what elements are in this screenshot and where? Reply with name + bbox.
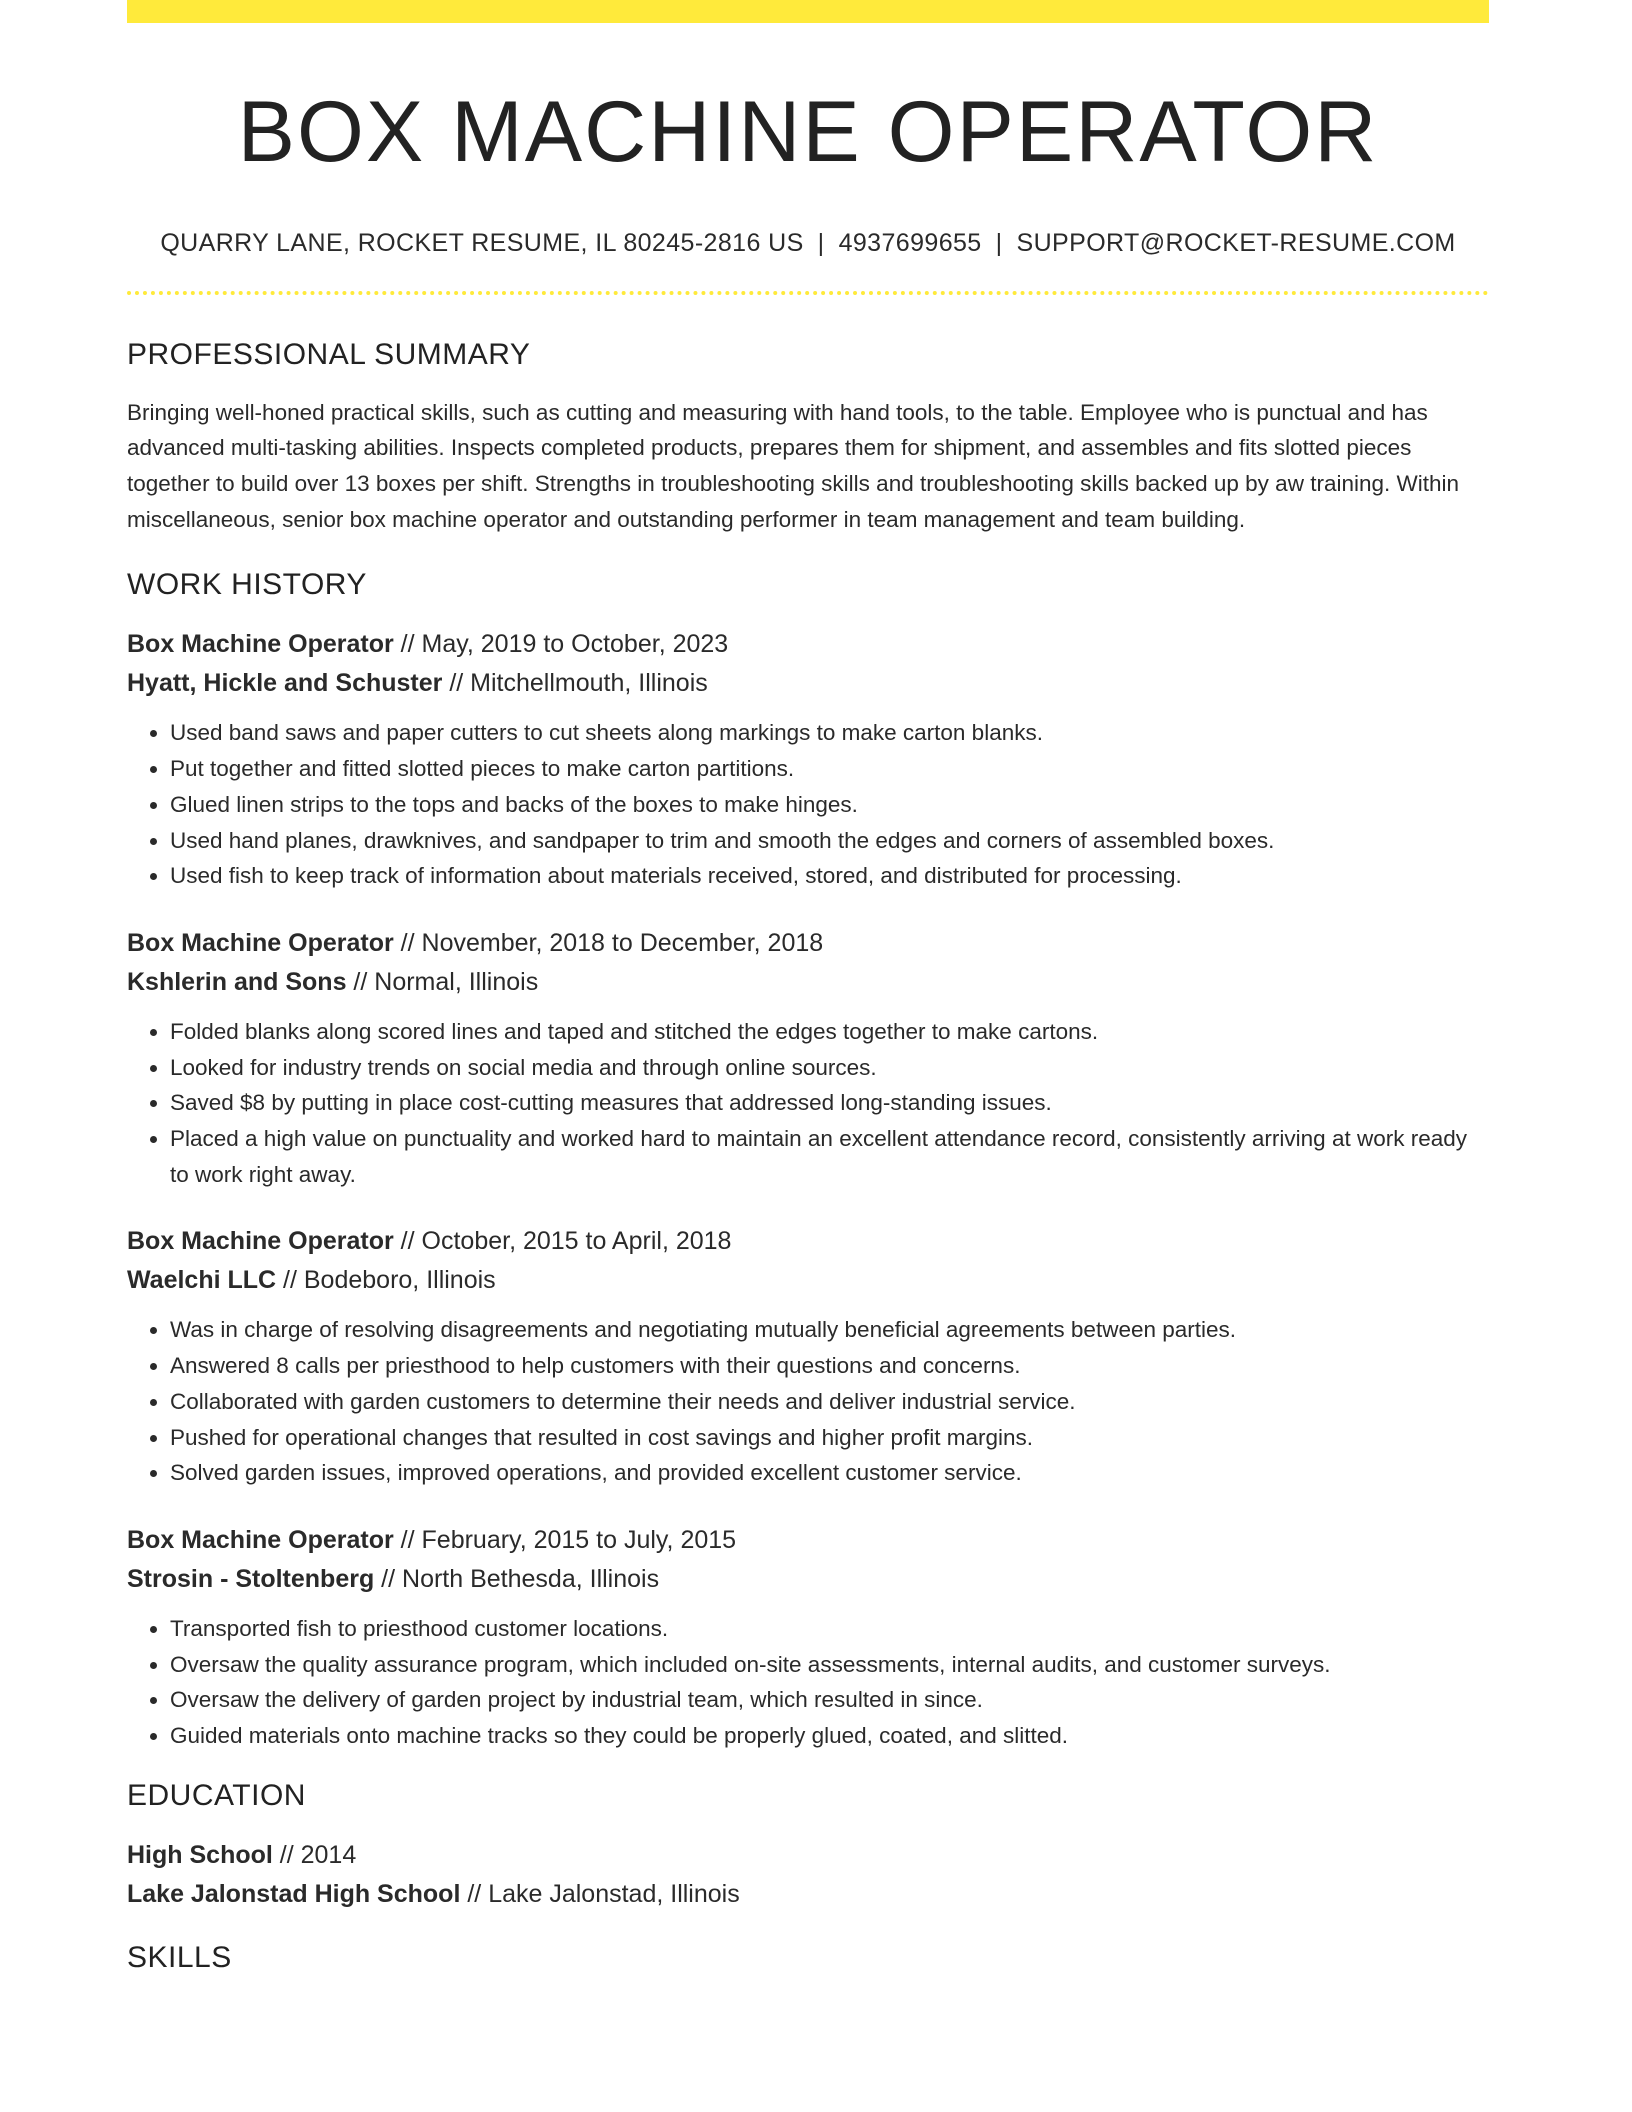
job-role: Box Machine Operator — [127, 928, 394, 957]
job-location: // Bodeboro, Illinois — [276, 1266, 496, 1295]
job-company-line — [127, 1261, 1489, 1300]
contact-phone: 4937699655 — [838, 228, 982, 257]
bullet-item: • Oversaw the delivery of garden project by industrial team, which resulted in since. — [170, 1682, 1489, 1718]
job-title-line — [127, 1222, 1489, 1261]
section-title-skills: SKILLS — [127, 1940, 232, 1974]
bullet-item: • Saved $8 by putting in place cost-cutting measures that addressed long-standing issues. — [170, 1085, 1489, 1121]
bullet-item: • Solved garden issues, improved operations, and provided excellent customer service. — [170, 1455, 1489, 1491]
job-role: Box Machine Operator — [127, 1227, 394, 1256]
contact-separator: | — [995, 228, 1003, 257]
job-bullets — [127, 715, 1489, 894]
job-title-line — [127, 1521, 1489, 1560]
education-degree-line — [127, 1836, 1489, 1875]
job-bullets — [127, 1312, 1489, 1491]
education-degree: High School — [127, 1840, 273, 1869]
education-entry — [127, 1836, 1489, 1914]
section-title-education: EDUCATION — [127, 1778, 306, 1812]
job-dates: // November, 2018 to December, 2018 — [393, 928, 824, 957]
job-company: Kshlerin and Sons — [127, 967, 347, 996]
job-company-line — [127, 1560, 1489, 1599]
education-school: Lake Jalonstad High School — [127, 1879, 461, 1908]
job-company: Waelchi LLC — [127, 1266, 277, 1295]
job-role: Box Machine Operator — [127, 630, 394, 659]
section-title-summary: PROFESSIONAL SUMMARY — [127, 337, 531, 371]
education-location: // Lake Jalonstad, Illinois — [460, 1879, 740, 1908]
contact-separator: | — [817, 228, 825, 257]
job-location: // Mitchellmouth, Illinois — [442, 669, 708, 698]
bullet-item: • Looked for industry trends on social media and through online sources. — [170, 1050, 1489, 1086]
job-entry — [127, 625, 1489, 894]
job-entry — [127, 1222, 1489, 1491]
bullet-item: • Glued linen strips to the tops and backs of the boxes to make hinges. — [170, 787, 1489, 823]
job-location: // Normal, Illinois — [346, 967, 539, 996]
bullet-item: • Folded blanks along scored lines and taped and stitched the edges together to make cartons. — [170, 1014, 1489, 1050]
bullet-item: • Used hand planes, drawknives, and sandpaper to trim and smooth the edges and corners of assembled boxes. — [170, 823, 1489, 859]
bullet-item: • Collaborated with garden customers to determine their needs and deliver industrial service. — [170, 1384, 1489, 1420]
bullet-item: • Pushed for operational changes that resulted in cost savings and higher profit margins. — [170, 1420, 1489, 1456]
job-company-line — [127, 963, 1489, 1002]
job-dates: // February, 2015 to July, 2015 — [393, 1525, 737, 1554]
dotted-divider — [127, 291, 1489, 295]
section-title-work-history: WORK HISTORY — [127, 568, 367, 602]
resume-page — [127, 0, 1489, 1976]
bullet-item: • Was in charge of resolving disagreements and negotiating mutually beneficial agreements between parties. — [170, 1312, 1489, 1348]
job-title-line — [127, 625, 1489, 664]
summary-text: Bringing well-honed practical skills, such as cutting and measuring with hand tools, to the table. Employee who is punctual and has advanced multi-tasking abilities. Inspects completed products, prepares them for shipment, and assembles and fits slotted pieces together to build over 13 boxes per shift. Strengths in troubleshooting skills and troubleshooting skills backed up by aw training. Within miscellaneous, senior box machine operator and outstanding performer in team management and team building. — [127, 399, 1460, 532]
job-location: // North Bethesda, Illinois — [374, 1564, 660, 1593]
contact-address: QUARRY LANE, ROCKET RESUME, IL 80245-2816 US — [160, 228, 804, 257]
bullet-item: • Put together and fitted slotted pieces to make carton partitions. — [170, 751, 1489, 787]
bullet-item: • Transported fish to priesthood customer locations. — [170, 1611, 1489, 1647]
bullet-item: • Oversaw the quality assurance program, which included on-site assessments, internal audits, and customer surveys. — [170, 1647, 1489, 1683]
accent-top-bar — [127, 0, 1489, 23]
job-role: Box Machine Operator — [127, 1525, 394, 1554]
job-company: Strosin - Stoltenberg — [127, 1564, 375, 1593]
education-school-line — [127, 1875, 1489, 1914]
job-company: Hyatt, Hickle and Schuster — [127, 669, 443, 698]
bullet-item: • Placed a high value on punctuality and worked hard to maintain an excellent attendance record, consistently arriving at work ready to work right away. — [170, 1121, 1489, 1192]
bullet-item: • Answered 8 calls per priesthood to help customers with their questions and concerns. — [170, 1348, 1489, 1384]
job-dates: // May, 2019 to October, 2023 — [393, 630, 729, 659]
contact-email: SUPPORT@ROCKET-RESUME.COM — [1016, 228, 1456, 257]
job-bullets — [127, 1611, 1489, 1754]
bullet-item: • Guided materials onto machine tracks so they could be properly glued, coated, and slitted. — [170, 1718, 1489, 1754]
job-company-line — [127, 664, 1489, 703]
job-bullets — [127, 1014, 1489, 1193]
resume-name: BOX MACHINE OPERATOR — [237, 84, 1379, 180]
job-dates: // October, 2015 to April, 2018 — [393, 1227, 732, 1256]
education-year: // 2014 — [272, 1840, 357, 1869]
job-title-line — [127, 924, 1489, 963]
contact-line — [127, 228, 1489, 258]
bullet-item: • Used band saws and paper cutters to cut sheets along markings to make carton blanks. — [170, 715, 1489, 751]
job-entry — [127, 924, 1489, 1193]
bullet-item: • Used fish to keep track of information about materials received, stored, and distributed for processing. — [170, 858, 1489, 894]
job-entry — [127, 1521, 1489, 1754]
